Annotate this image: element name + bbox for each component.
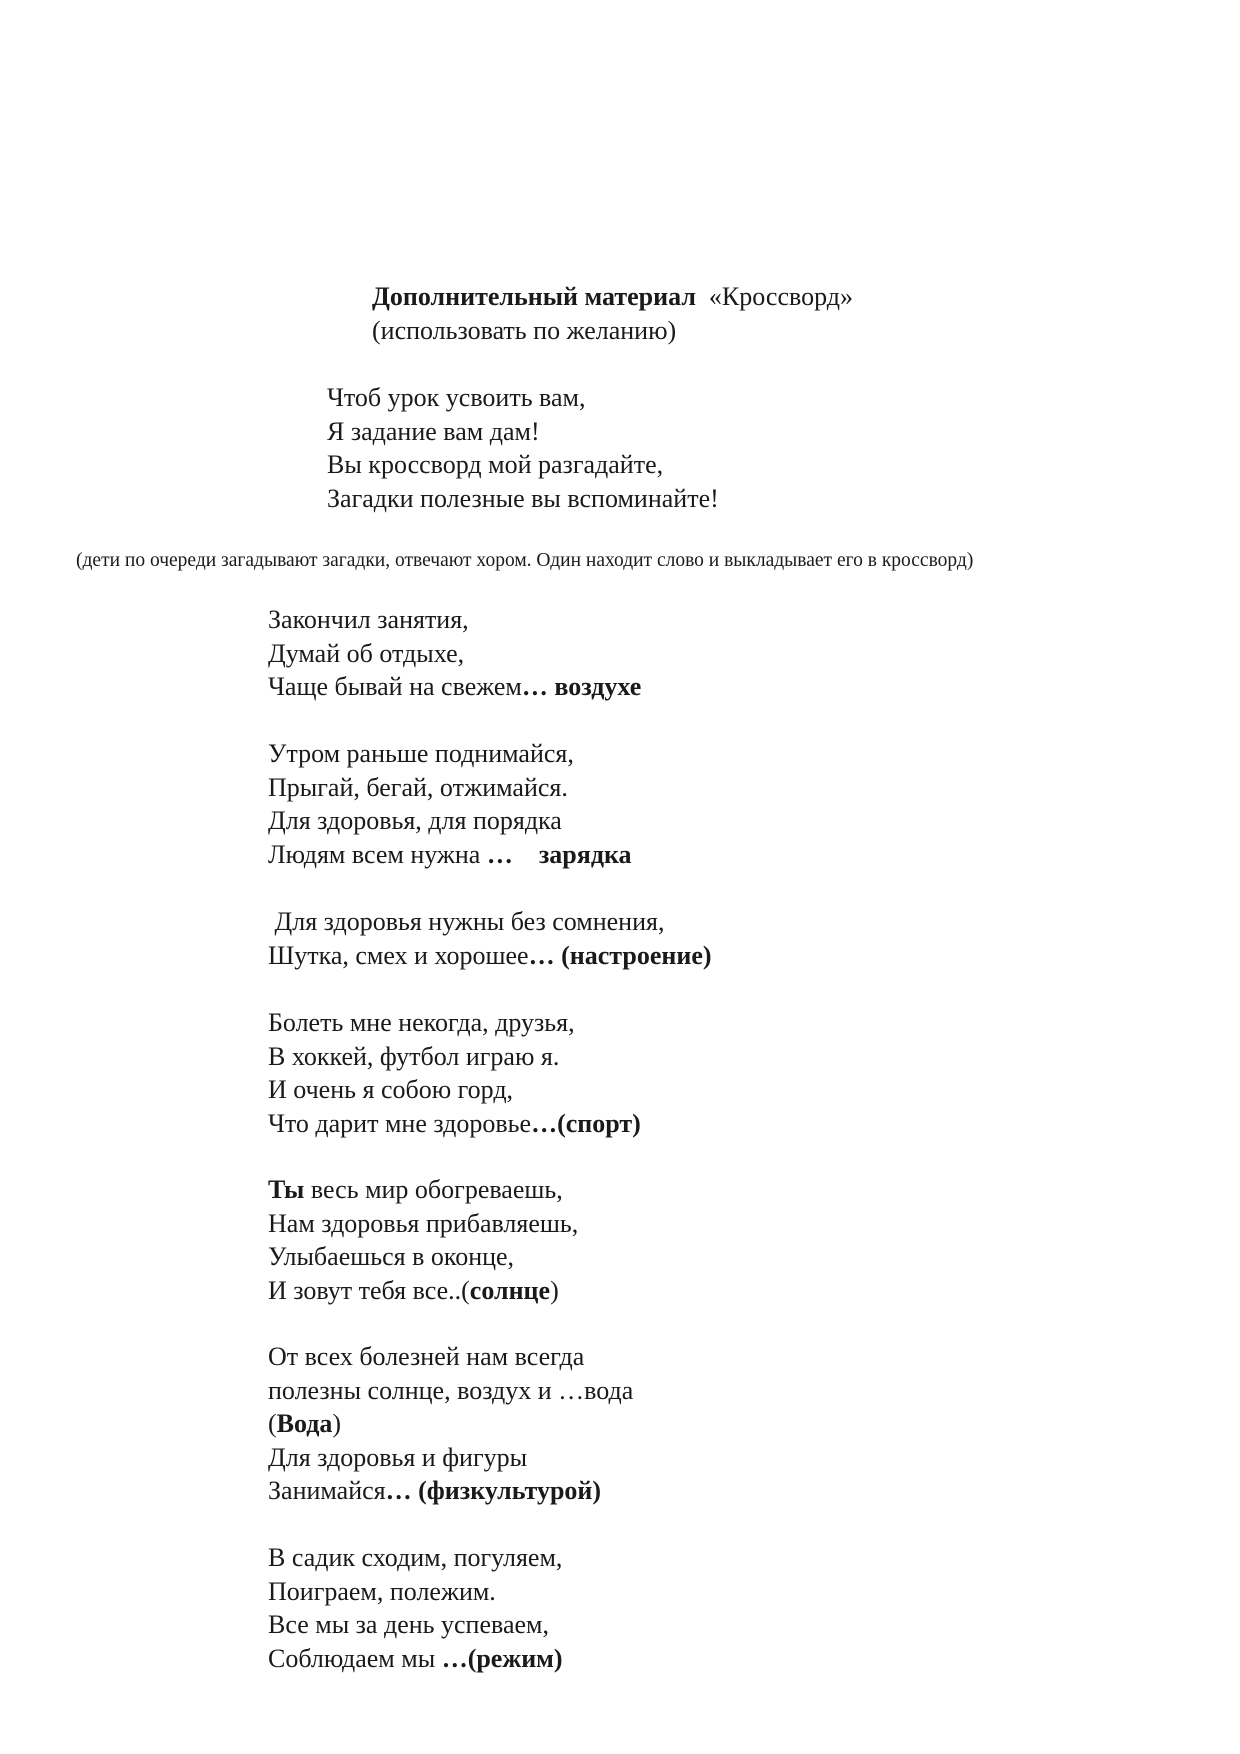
riddle-answer: … (настроение)	[528, 940, 712, 970]
riddle-line	[268, 1474, 633, 1508]
riddle-line: Прыгай, бегай, отжимайся.	[268, 772, 568, 802]
riddle-routine	[268, 1541, 563, 1675]
riddle-answer: … зарядка	[486, 839, 632, 869]
riddle-line: В садик сходим, погуляем,	[268, 1543, 563, 1572]
riddle-line	[268, 1274, 578, 1308]
riddle-bold-word: Ты	[268, 1175, 305, 1204]
riddle-text: Занимайся	[268, 1476, 386, 1505]
riddle-text: Чаще бывай на свежем	[268, 672, 522, 701]
riddle-text: Шутка, смех и хорошее	[268, 940, 529, 970]
intro-line: Вы кроссворд мой разгадайте,	[327, 450, 664, 479]
intro-verse	[327, 381, 719, 515]
riddle-text: )	[332, 1409, 342, 1438]
riddle-line	[268, 838, 632, 872]
riddle-line: Утром раньше поднимайся,	[268, 739, 574, 768]
riddle-line: Болеть мне некогда, друзья,	[268, 1008, 575, 1037]
riddle-sun	[268, 1173, 578, 1307]
riddle-text: )	[550, 1275, 559, 1305]
riddle-line: Все мы за день успеваем,	[268, 1610, 549, 1639]
riddle-answer: …(режим)	[441, 1643, 563, 1673]
riddle-line	[268, 1107, 641, 1141]
riddle-line	[268, 1173, 578, 1207]
riddle-text: весь мир обогреваешь,	[304, 1175, 563, 1204]
intro-line: Я задание вам дам!	[327, 416, 540, 446]
riddle-line: Улыбаешься в оконце,	[268, 1242, 515, 1271]
riddle-mood	[268, 905, 712, 972]
riddle-text: Что дарит мне здоровье	[268, 1108, 532, 1138]
riddle-text: Соблюдаем мы	[268, 1643, 442, 1673]
riddle-fresh-air	[268, 603, 641, 704]
riddle-line: Для здоровья и фигуры	[268, 1442, 528, 1472]
riddle-line: Поиграем, полежим.	[268, 1576, 496, 1606]
title-bold: Дополнительный материал	[372, 282, 696, 311]
riddle-sport	[268, 1006, 641, 1140]
riddle-exercise	[268, 737, 632, 871]
riddle-line	[268, 670, 641, 704]
riddle-text: И зовут тебя все..(	[268, 1275, 470, 1305]
riddle-line: От всех болезней нам всегда	[268, 1342, 585, 1371]
riddle-answer: …(спорт)	[531, 1108, 641, 1138]
riddle-line: Для здоровья, для порядка	[268, 806, 562, 835]
riddle-line: Думай об отдыхе,	[268, 638, 465, 668]
riddle-line: И очень я собою горд,	[268, 1075, 514, 1104]
intro-line: Чтоб урок усвоить вам,	[327, 383, 586, 412]
title-line	[372, 280, 853, 314]
title-block	[372, 280, 853, 347]
title-quote: «Кроссворд»	[708, 282, 853, 311]
riddle-text: Людям всем нужна	[268, 839, 481, 869]
riddle-answer: … (физкультурой)	[385, 1476, 602, 1505]
riddle-answer: Вода	[276, 1409, 333, 1438]
riddle-answer: солнце	[469, 1275, 551, 1305]
intro-line: Загадки полезные вы вспоминайте!	[327, 483, 719, 513]
riddle-line: Закончил занятия,	[268, 605, 469, 634]
riddle-answer: … воздухе	[521, 672, 642, 701]
riddle-line: Для здоровья нужны без сомнения,	[268, 907, 665, 936]
instruction-note: (дети по очереди загадывают загадки, отвечают хором. Один находит слово и выкладывает его в кроссворд)	[76, 550, 974, 571]
riddle-line	[268, 1407, 633, 1441]
riddle-water-pe	[268, 1340, 633, 1508]
riddle-line: Нам здоровья прибавляешь,	[268, 1208, 579, 1238]
title-subtitle: (использовать по желанию)	[372, 315, 677, 345]
riddle-line: полезны солнце, воздух и …вода	[268, 1375, 634, 1405]
riddle-line: В хоккей, футбол играю я.	[268, 1041, 560, 1071]
riddle-text: (	[268, 1409, 277, 1438]
riddle-line	[268, 1642, 563, 1676]
riddle-line	[268, 939, 712, 973]
